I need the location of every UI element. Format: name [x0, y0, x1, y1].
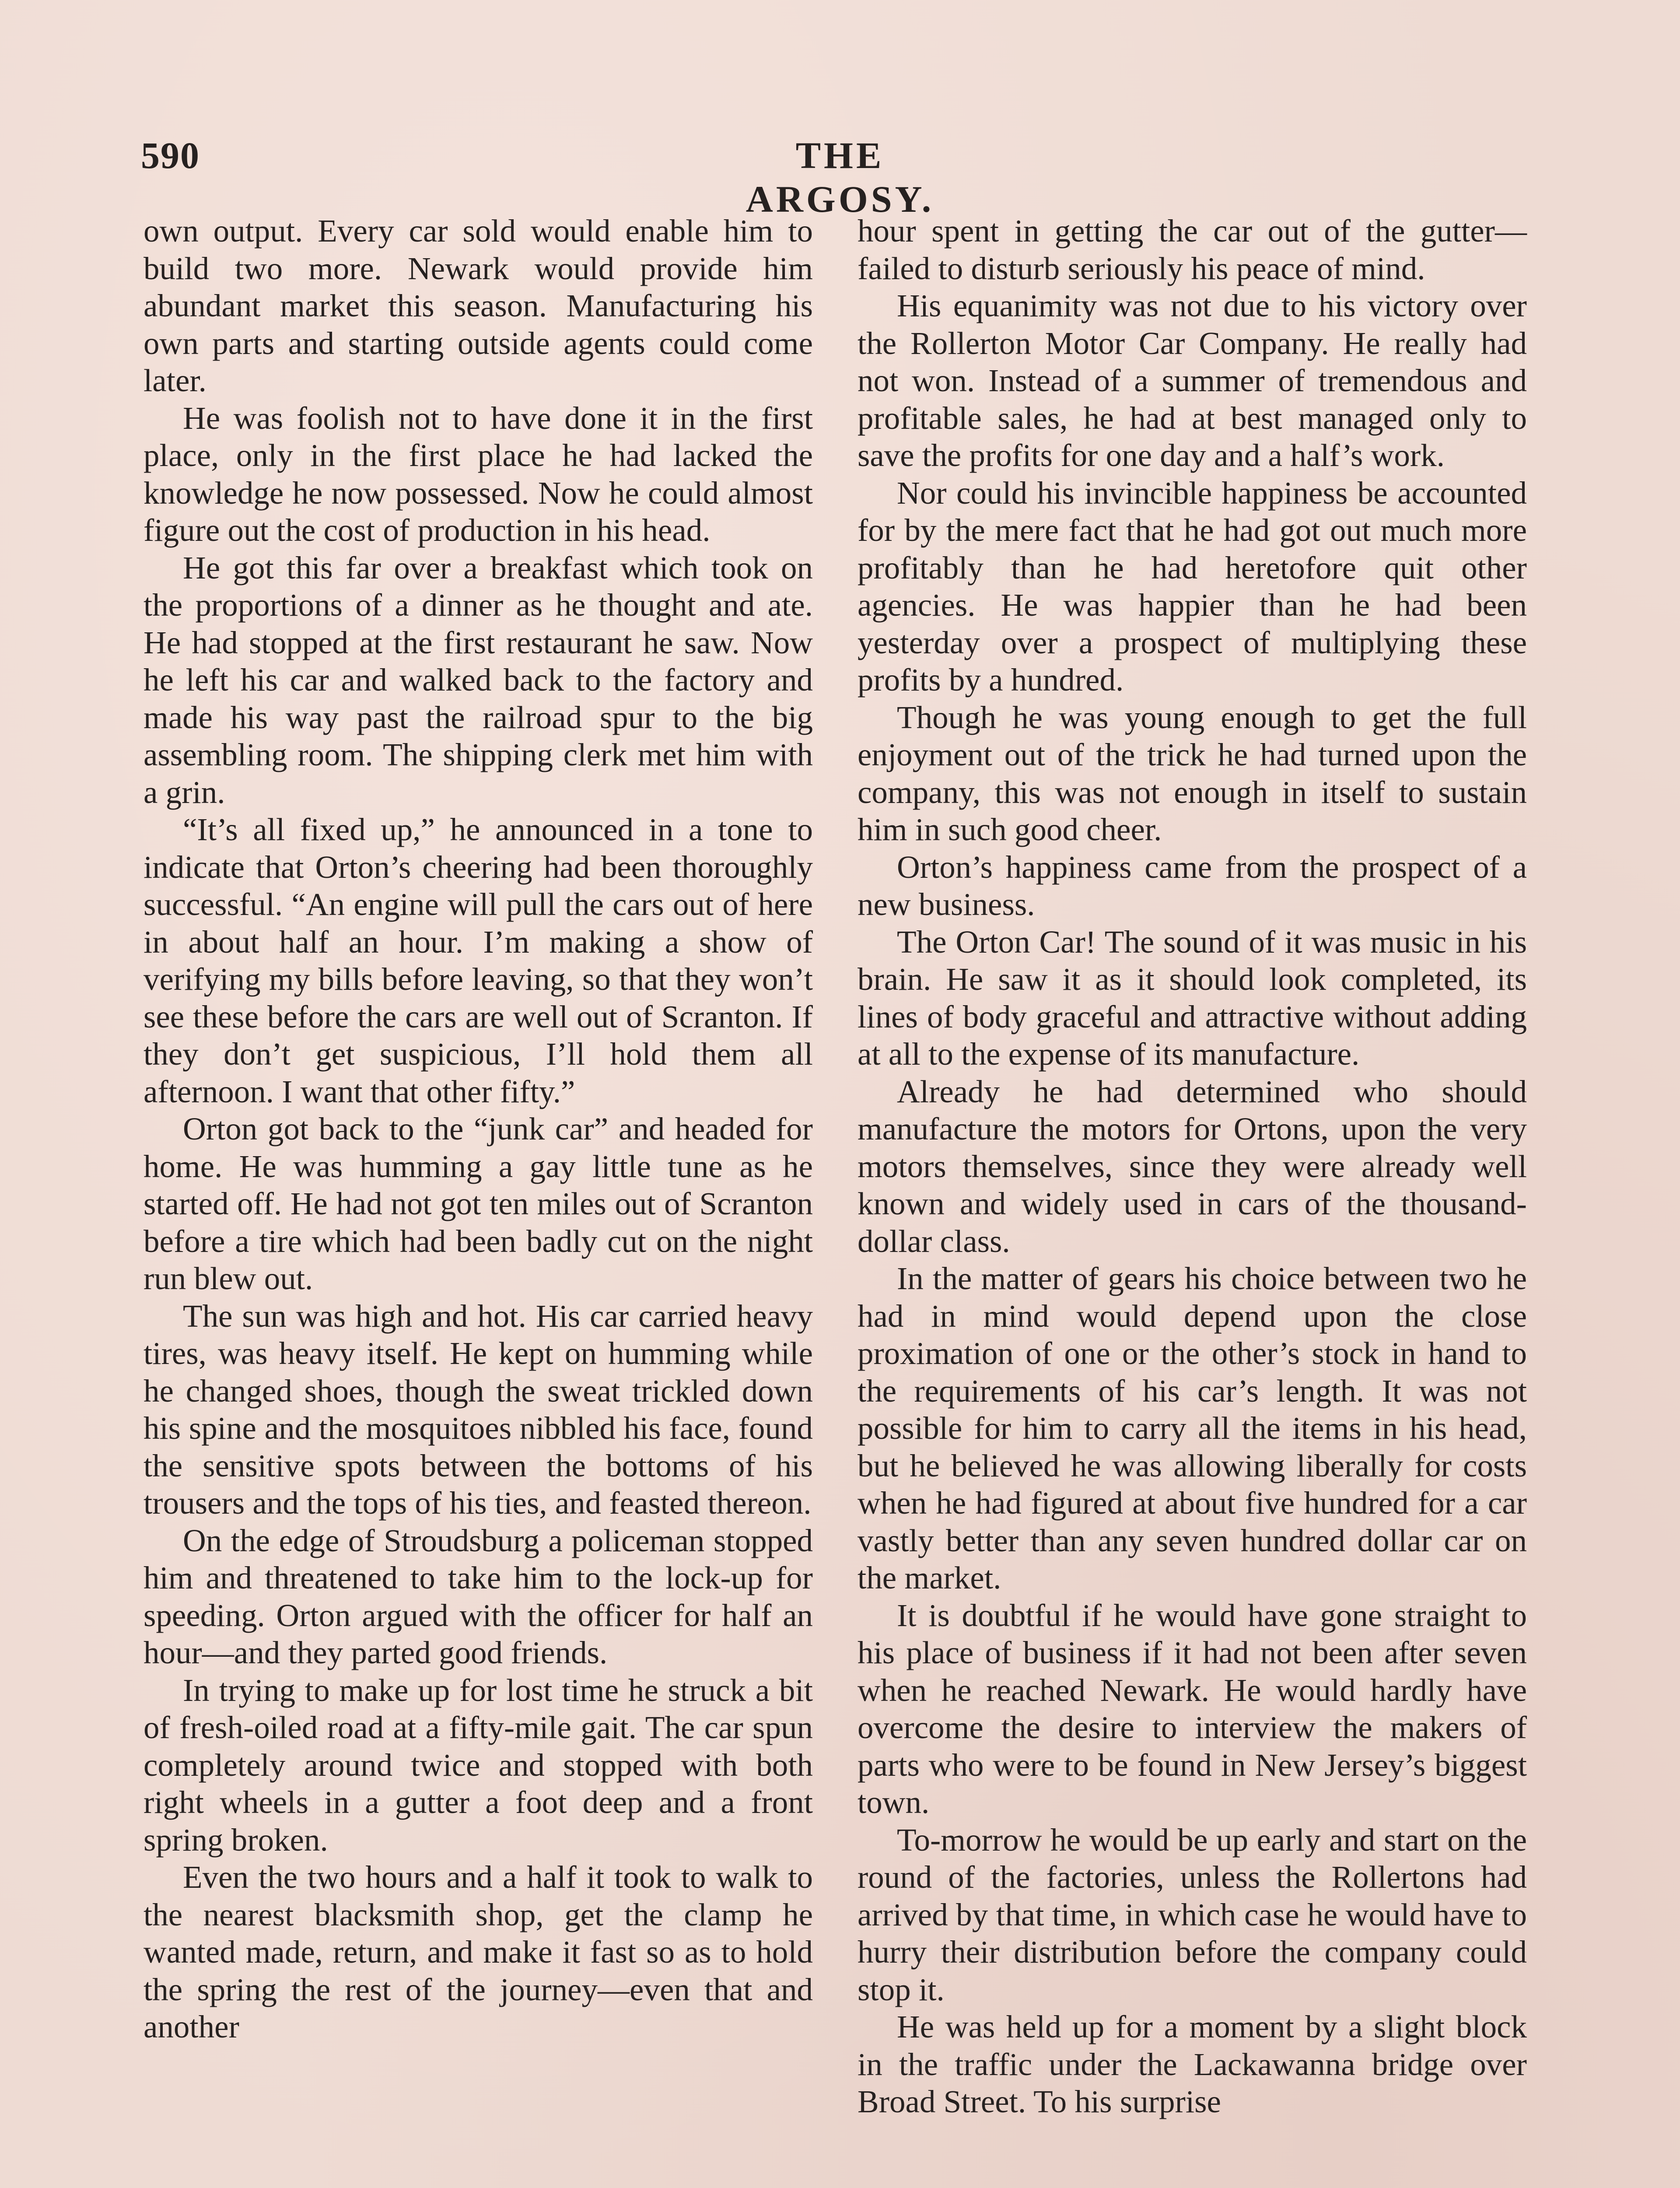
paragraph: own output. Every car sold would enable him to build two more. Newark would provide him abundant market this season. Manufacturing his own parts and starting outside agents could come later. [144, 213, 813, 398]
paragraph: “It’s all fixed up,” he announced in a tone to indicate that Orton’s cheering had been thoroughly successful. “An engine will pull the cars out of here in about half an hour. I’m making a show of verifying my bills before leaving, so that they won’t see these before the cars are well out of Scranton. If they don’t get suspicious, I’ll hold them all afternoon. I want that other fifty.” [144, 812, 813, 1109]
paragraph: He was foolish not to have done it in the first place, only in the first place he had lacked the knowledge he now possessed. Now he could almost figure out the cost of production in his head. [144, 400, 813, 548]
paragraph: Already he had determined who should manufacture the motors for Ortons, upon the very motors themselves, since they were already well known and widely used in cars of the thousand-dollar class. [858, 1073, 1527, 1259]
paragraph: hour spent in getting the car out of the gutter—failed to disturb seriously his peace of mind. [858, 213, 1527, 286]
paragraph: Orton got back to the “junk car” and headed for home. He was humming a gay little tune as he started off. He had not got ten miles out of Scranton before a tire which had been badly cut on the night run blew out. [144, 1111, 813, 1296]
paragraph: Though he was young enough to get the full enjoyment out of the trick he had turned upon the company, this was not enough in itself to sustain him in such good cheer. [858, 699, 1527, 847]
paragraph: Orton’s happiness came from the prospect of a new business. [858, 849, 1527, 922]
paragraph: Even the two hours and a half it took to walk to the nearest blacksmith shop, get the clamp he wanted made, return, and make it fast so as to hold the spring the rest of the journey—even that and another [144, 1859, 813, 2044]
running-head-title: THE ARGOSY. [746, 134, 934, 220]
paragraph: He was held up for a moment by a slight block in the traffic under the Lackawanna bridge over Broad Street. To his surprise [858, 2009, 1527, 2119]
paragraph: The sun was high and hot. His car carried heavy tires, was heavy itself. He kept on humming while he changed shoes, though the sweat trickled down his spine and the mosquitoes nibbled his face, found the sensitive spots between the bottoms of his trousers and the tops of his ties, and feasted thereon. [144, 1298, 813, 1521]
paragraph: The Orton Car! The sound of it was music in his brain. He saw it as it should look completed, its lines of body graceful and attractive without adding at all to the expense of its manufacture. [858, 924, 1527, 1072]
paragraph: His equanimity was not due to his victory over the Rollerton Motor Car Company. He really had not won. Instead of a summer of tremendous and profitable sales, he had at best managed only to save the profits for one day and a half’s work. [858, 288, 1527, 473]
paragraph: Nor could his invincible happiness be accounted for by the mere fact that he had got out much more profitably than he had heretofore quit other agencies. He was happier than he had been yesterday over a prospect of multiplying these profits by a hundred. [858, 475, 1527, 698]
paragraph: On the edge of Stroudsburg a policeman stopped him and threatened to take him to the lock-up for speeding. Orton argued with the officer for half an hour—and they parted good friends. [144, 1522, 813, 1670]
paragraph: It is doubtful if he would have gone straight to his place of business if it had not been after seven when he reached Newark. He would hardly have overcome the desire to interview the makers of parts who were to be found in New Jersey’s biggest town. [858, 1597, 1527, 1820]
paragraph: To-morrow he would be up early and start on the round of the factories, unless the Rollertons had arrived by that time, in which case he would have to hurry their distribution before the company could stop it. [858, 1822, 1527, 2007]
paragraph: In the matter of gears his choice between two he had in mind would depend upon the close proximation of one or the other’s stock in hand to the requirements of his car’s length. It was not possible for him to carry all the items in his head, but he believed he was allowing liberally for costs when he had figured at about five hundred for a car vastly better than any seven hundred dollar car on the market. [858, 1261, 1527, 1595]
page-number: 590 [141, 134, 200, 176]
paragraph: He got this far over a breakfast which took on the proportions of a dinner as he thought and ate. He had stopped at the first restaurant he saw. Now he left his car and walked back to the factory and made his way past the railroad spur to the big assembling room. The shipping clerk met him with a grin. [144, 550, 813, 810]
right-column [858, 212, 1527, 2121]
left-column [144, 212, 813, 2046]
paragraph: In trying to make up for lost time he struck a bit of fresh-oiled road at a fifty-mile gait. The car spun completely around twice and stopped with both right wheels in a gutter a foot deep and a front spring broken. [144, 1672, 813, 1858]
